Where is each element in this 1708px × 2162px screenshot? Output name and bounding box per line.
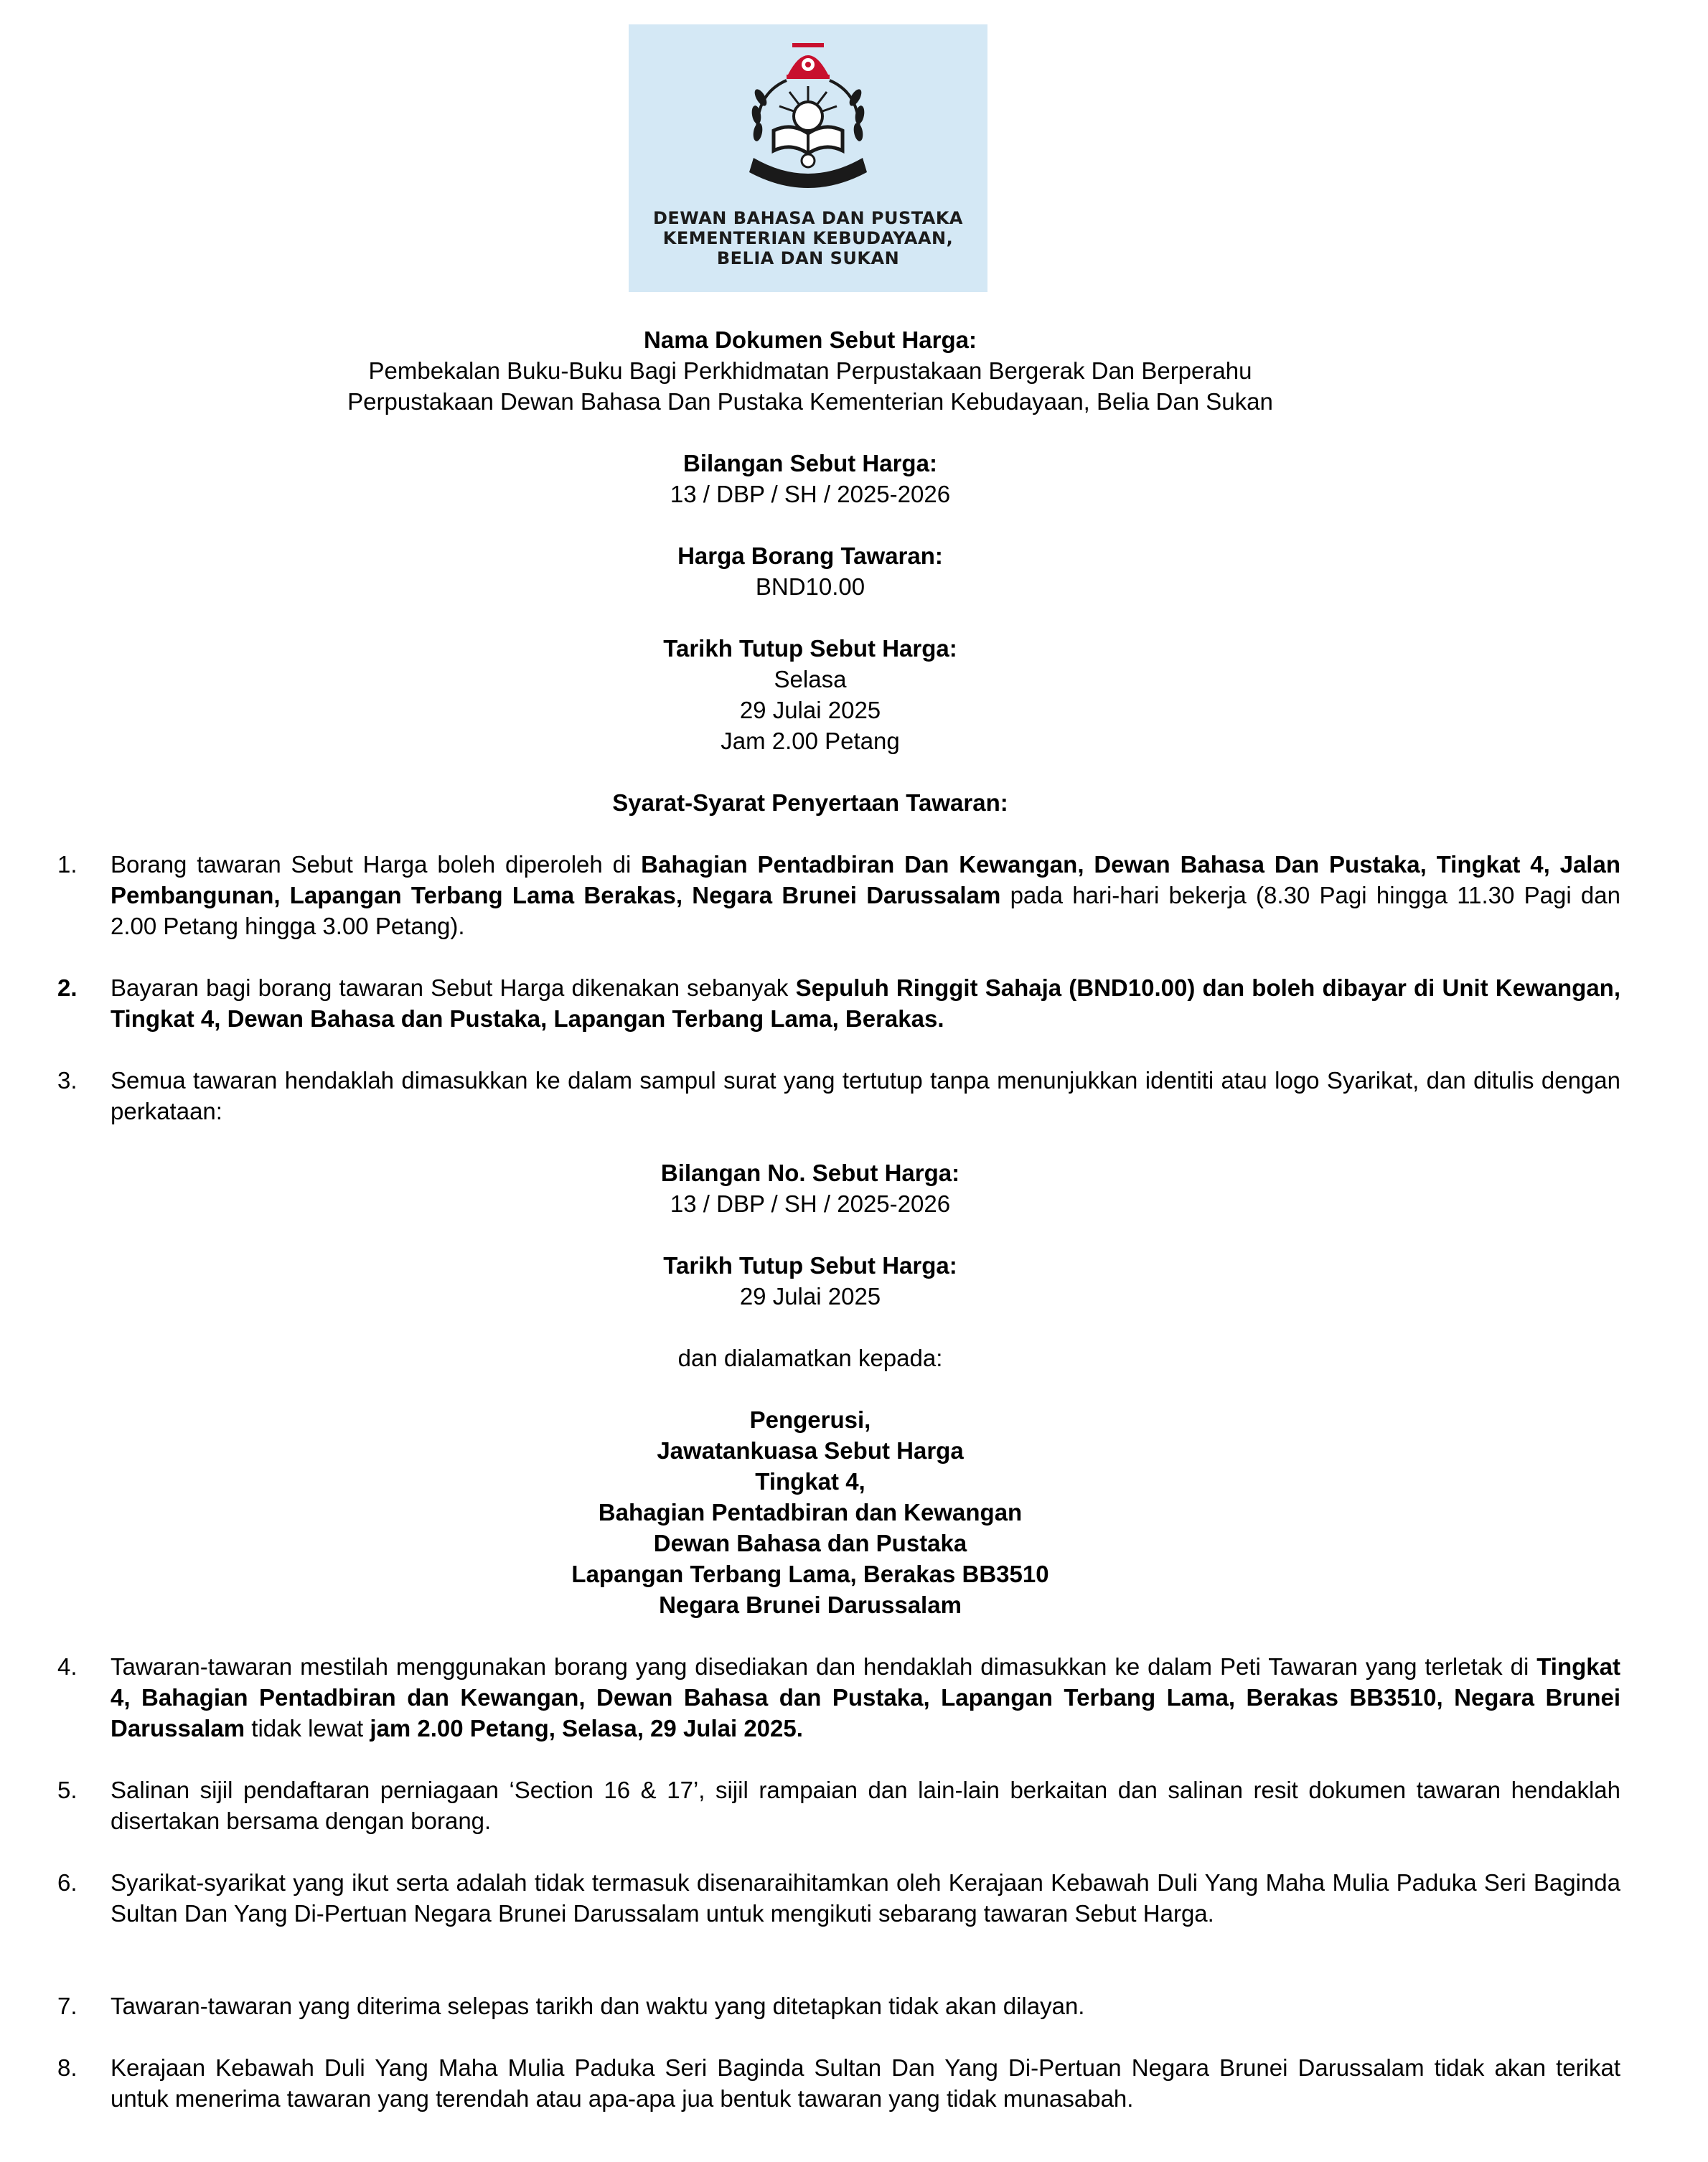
envelope-number-value: 13 / DBP / SH / 2025-2026 — [670, 1190, 951, 1217]
item-body: Syarikat-syarikat yang ikut serta adalah tidak termasuk disenaraihitamkan oleh Kerajaan Kebawah Duli Yang Maha Mulia Paduka Seri Baginda Sultan Dan Yang Di-Pertuan Negara Brunei Darussalam untuk mengikuti sebarang tawaran Sebut Harga. — [111, 1869, 1620, 1927]
logo-line: DEWAN BAHASA DAN PUSTAKA — [652, 208, 964, 228]
condition-item — [57, 1651, 1620, 1744]
item-body: Salinan sijil pendaftaran perniagaan ‘Section 16 & 17’, sijil rampaian dan lain-lain berkaitan dan salinan resit dokumen tawaran hendaklah disertakan bersama dengan borang. — [111, 1777, 1620, 1834]
price-value: BND10.00 — [755, 573, 865, 600]
address-line: Bahagian Pentadbiran dan Kewangan — [598, 1499, 1023, 1526]
item-number: 8. — [57, 2054, 78, 2081]
dbp-emblem-icon — [729, 37, 887, 202]
item-body: Borang tawaran Sebut Harga boleh diperoleh di Bahagian Pentadbiran Dan Kewangan, Dewan Bahasa Dan Pustaka, Tingkat 4, Jalan Pembangunan, Lapangan Terbang Lama Berakas, Negara Brunei Darussalam pada hari-hari bekerja (8.30 Pagi hingga 11.30 Pagi dan 2.00 Petang hingga 3.00 Petang). — [111, 851, 1620, 939]
item-number: 3. — [57, 1067, 78, 1094]
closing-date: 29 Julai 2025 — [739, 697, 881, 723]
item-body: Tawaran-tawaran mestilah menggunakan borang yang disediakan dan hendaklah dimasukkan ke dalam Peti Tawaran yang terletak di Tingkat 4, Bahagian Pentadbiran dan Kewangan, Dewan Bahasa dan Pustaka, Lapangan Terbang Lama, Berakas BB3510, Negara Brunei Darussalam tidak lewat jam 2.00 Petang, Selasa, 29 Julai 2025. — [111, 1653, 1620, 1742]
conditions-label: Syarat-Syarat Penyertaan Tawaran: — [612, 789, 1008, 816]
item-number: 6. — [57, 1869, 78, 1896]
item-body: Bayaran bagi borang tawaran Sebut Harga dikenakan sebanyak Sepuluh Ringgit Sahaja (BND10.00) dan boleh dibayar di Unit Kewangan, Tingkat 4, Dewan Bahasa dan Pustaka, Lapangan Terbang Lama, Berakas. — [111, 974, 1621, 1032]
closing-label: Tarikh Tutup Sebut Harga: — [663, 635, 957, 662]
condition-item — [57, 1775, 1620, 1836]
condition-item — [57, 1065, 1620, 1127]
doc-name-label: Nama Dokumen Sebut Harga: — [644, 326, 977, 353]
address-line: Pengerusi, — [749, 1406, 871, 1433]
address-line: Negara Brunei Darussalam — [659, 1592, 962, 1618]
number-label: Bilangan Sebut Harga: — [683, 450, 937, 476]
envelope-closing-label: Tarikh Tutup Sebut Harga: — [663, 1252, 957, 1279]
condition-item — [57, 1991, 1620, 2021]
price-label: Harga Borang Tawaran: — [677, 542, 943, 569]
condition-item — [57, 2052, 1620, 2114]
doc-name-line: Perpustakaan Dewan Bahasa Dan Pustaka Kementerian Kebudayaan, Belia Dan Sukan — [347, 388, 1273, 415]
closing-day: Selasa — [774, 666, 847, 692]
item-body: Tawaran-tawaran yang diterima selepas tarikh dan waktu yang ditetapkan tidak akan dilayan. — [111, 1993, 1085, 2019]
address-line: Dewan Bahasa dan Pustaka — [653, 1530, 967, 1556]
envelope-closing-value: 29 Julai 2025 — [739, 1283, 881, 1310]
item-number: 1. — [57, 851, 78, 878]
doc-name-line: Pembekalan Buku-Buku Bagi Perkhidmatan Perpustakaan Bergerak Dan Berperahu — [368, 357, 1252, 384]
item-number: 4. — [57, 1653, 78, 1680]
item-number: 7. — [57, 1993, 78, 2019]
condition-item — [57, 972, 1620, 1034]
logo-line: KEMENTERIAN KEBUDAYAAN, — [662, 228, 954, 248]
addressed-to: dan dialamatkan kepada: — [677, 1345, 943, 1371]
closing-time: Jam 2.00 Petang — [721, 728, 900, 754]
logo-line: BELIA DAN SUKAN — [716, 248, 900, 268]
logo-text — [629, 208, 987, 268]
address-line: Tingkat 4, — [755, 1468, 865, 1495]
number-value: 13 / DBP / SH / 2025-2026 — [670, 481, 951, 507]
address-line: Lapangan Terbang Lama, Berakas BB3510 — [571, 1561, 1049, 1587]
item-body: Kerajaan Kebawah Duli Yang Maha Mulia Paduka Seri Baginda Sultan Dan Yang Di-Pertuan Negara Brunei Darussalam tidak akan terikat untuk menerima tawaran yang terendah atau apa-apa jua bentuk tawaran yang tidak munasabah. — [111, 2054, 1620, 2112]
condition-item — [57, 849, 1620, 941]
condition-item — [57, 1867, 1620, 1929]
address-line: Jawatankuasa Sebut Harga — [657, 1437, 964, 1464]
crown-icon — [787, 43, 830, 79]
item-body: Semua tawaran hendaklah dimasukkan ke dalam sampul surat yang tertutup tanpa menunjukkan identiti atau logo Syarikat, dan ditulis dengan perkataan: — [111, 1067, 1620, 1124]
envelope-number-label: Bilangan No. Sebut Harga: — [660, 1160, 960, 1186]
item-number: 2. — [57, 974, 78, 1001]
item-number: 5. — [57, 1777, 78, 1803]
dbp-logo — [629, 24, 987, 292]
